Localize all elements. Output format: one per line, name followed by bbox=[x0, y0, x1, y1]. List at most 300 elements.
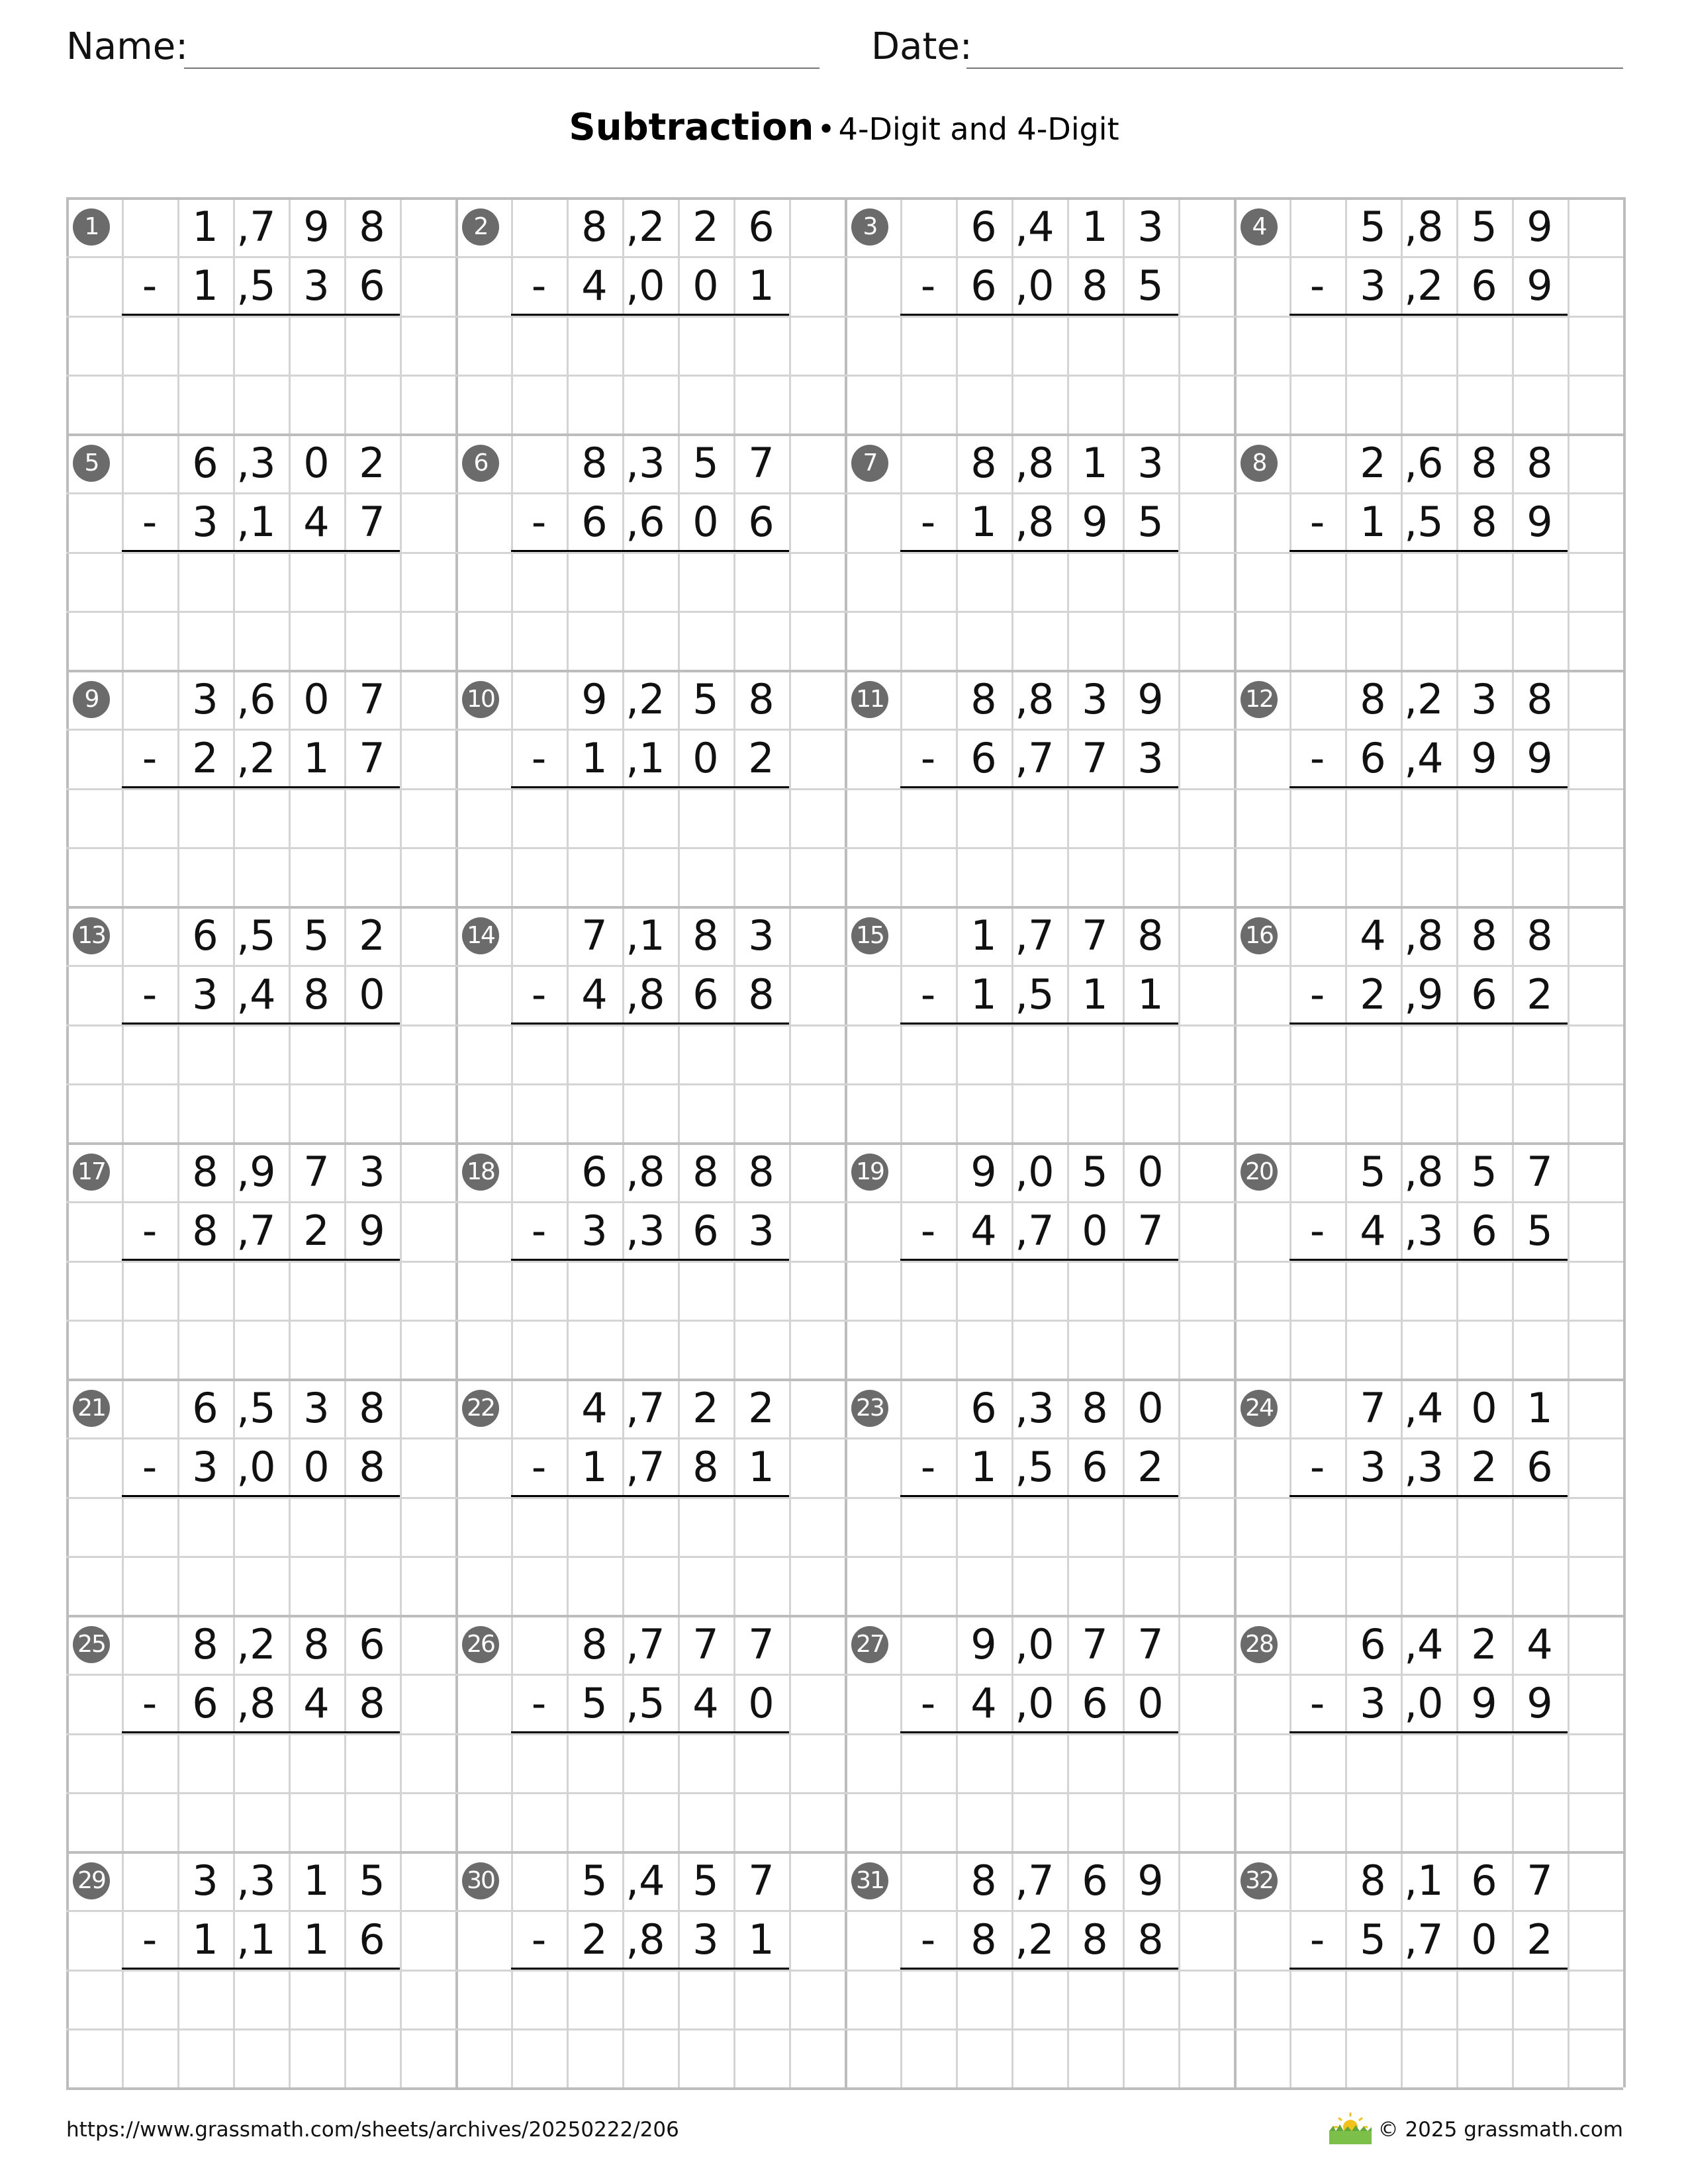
digit: 3 bbox=[748, 911, 774, 960]
answer-area[interactable] bbox=[122, 1497, 400, 1615]
digit: 3 bbox=[1360, 261, 1386, 310]
problem-27 bbox=[845, 1615, 1234, 1851]
worksheet-grid bbox=[66, 197, 1623, 2087]
answer-area[interactable] bbox=[900, 1024, 1178, 1143]
minus-operator: - bbox=[531, 970, 547, 1019]
name-line[interactable] bbox=[184, 68, 820, 69]
answer-area[interactable] bbox=[1289, 788, 1568, 907]
digit: 3 bbox=[1137, 439, 1164, 487]
digit: 7 bbox=[1526, 1856, 1553, 1905]
answer-area[interactable] bbox=[511, 552, 789, 670]
digit: ,0 bbox=[626, 261, 665, 310]
digit: 0 bbox=[303, 439, 330, 487]
minus-operator: - bbox=[531, 734, 547, 783]
answer-area[interactable] bbox=[1289, 1497, 1568, 1615]
digit: 1 bbox=[192, 261, 218, 310]
digit: 4 bbox=[581, 261, 608, 310]
digit: 8 bbox=[359, 1443, 385, 1492]
digit: 8 bbox=[692, 1443, 719, 1492]
digit: 0 bbox=[1137, 1384, 1164, 1432]
answer-area[interactable] bbox=[122, 552, 400, 670]
digit: ,5 bbox=[1404, 498, 1444, 547]
digit: ,2 bbox=[236, 734, 276, 783]
problem-9 bbox=[66, 670, 455, 906]
digit: ,7 bbox=[1015, 1206, 1055, 1255]
digit: 2 bbox=[748, 1384, 774, 1432]
problem-11 bbox=[845, 670, 1234, 906]
digit: 9 bbox=[1471, 734, 1497, 783]
problem-number-badge: 3 bbox=[851, 208, 888, 246]
digit: ,6 bbox=[626, 498, 665, 547]
digit: ,4 bbox=[236, 970, 276, 1019]
digit: ,5 bbox=[236, 911, 276, 960]
digit: 6 bbox=[692, 970, 719, 1019]
digit: 0 bbox=[1137, 1679, 1164, 1728]
digit: 8 bbox=[1471, 498, 1497, 547]
digit: ,0 bbox=[1015, 261, 1055, 310]
digit: 3 bbox=[192, 1856, 218, 1905]
digit: ,8 bbox=[1015, 498, 1055, 547]
digit: 2 bbox=[359, 439, 385, 487]
digit: 2 bbox=[1471, 1620, 1497, 1668]
digit: ,1 bbox=[236, 1915, 276, 1964]
answer-area[interactable] bbox=[1289, 552, 1568, 670]
problem-number-badge: 10 bbox=[462, 681, 499, 718]
answer-area[interactable] bbox=[511, 1497, 789, 1615]
digit: ,7 bbox=[626, 1443, 665, 1492]
problem-17 bbox=[66, 1142, 455, 1379]
problem-number-badge: 2 bbox=[462, 208, 499, 246]
digit: 8 bbox=[303, 970, 330, 1019]
problem-number-badge: 14 bbox=[462, 917, 499, 954]
digit: 8 bbox=[1360, 1856, 1386, 1905]
digit: 5 bbox=[1471, 203, 1497, 251]
digit: 7 bbox=[1137, 1206, 1164, 1255]
minus-operator: - bbox=[142, 261, 158, 310]
digit: 6 bbox=[1082, 1443, 1108, 1492]
grass-sun-logo-icon bbox=[1327, 2109, 1374, 2146]
digit: ,0 bbox=[236, 1443, 276, 1492]
digit: 6 bbox=[192, 911, 218, 960]
problem-number-badge: 1 bbox=[73, 208, 110, 246]
answer-area[interactable] bbox=[1289, 316, 1568, 434]
problem-number-badge: 23 bbox=[851, 1390, 888, 1427]
digit: 1 bbox=[748, 261, 774, 310]
problem-19 bbox=[845, 1142, 1234, 1379]
minus-operator: - bbox=[920, 1443, 936, 1492]
answer-area[interactable] bbox=[900, 1970, 1178, 2088]
answer-area[interactable] bbox=[900, 788, 1178, 907]
digit: 5 bbox=[359, 1856, 385, 1905]
problem-number-badge: 13 bbox=[73, 917, 110, 954]
digit: 8 bbox=[748, 675, 774, 723]
minus-operator: - bbox=[142, 1206, 158, 1255]
digit: 5 bbox=[1526, 1206, 1553, 1255]
digit: 3 bbox=[303, 1384, 330, 1432]
digit: 7 bbox=[359, 734, 385, 783]
digit: 9 bbox=[1471, 1679, 1497, 1728]
problem-5 bbox=[66, 433, 455, 670]
answer-area[interactable] bbox=[1289, 1733, 1568, 1852]
digit: ,3 bbox=[626, 439, 665, 487]
digit: 8 bbox=[581, 439, 608, 487]
answer-area[interactable] bbox=[1289, 1970, 1568, 2088]
digit: 6 bbox=[359, 261, 385, 310]
digit: 4 bbox=[692, 1679, 719, 1728]
digit: 1 bbox=[303, 734, 330, 783]
answer-area[interactable] bbox=[122, 1970, 400, 2088]
digit: 2 bbox=[1471, 1443, 1497, 1492]
answer-area[interactable] bbox=[122, 316, 400, 434]
digit: ,8 bbox=[236, 1679, 276, 1728]
digit: 8 bbox=[1137, 1915, 1164, 1964]
minus-operator: - bbox=[1309, 261, 1325, 310]
answer-area[interactable] bbox=[900, 552, 1178, 670]
digit: 5 bbox=[1360, 1148, 1386, 1196]
problem-number-badge: 20 bbox=[1241, 1154, 1278, 1191]
digit: 1 bbox=[748, 1443, 774, 1492]
problem-number-badge: 16 bbox=[1241, 917, 1278, 954]
digit: ,3 bbox=[626, 1206, 665, 1255]
digit: 1 bbox=[192, 1915, 218, 1964]
digit: 5 bbox=[303, 911, 330, 960]
digit: 3 bbox=[692, 1915, 719, 1964]
title-main: Subtraction bbox=[569, 106, 814, 149]
problem-10 bbox=[455, 670, 845, 906]
digit: 9 bbox=[1137, 1856, 1164, 1905]
digit: 1 bbox=[970, 1443, 997, 1492]
problem-16 bbox=[1234, 906, 1623, 1142]
digit: 2 bbox=[303, 1206, 330, 1255]
problem-8 bbox=[1234, 433, 1623, 670]
digit: ,8 bbox=[626, 970, 665, 1019]
answer-area[interactable] bbox=[900, 316, 1178, 434]
digit: 9 bbox=[1082, 498, 1108, 547]
digit: 1 bbox=[303, 1856, 330, 1905]
digit: 8 bbox=[970, 675, 997, 723]
digit: ,4 bbox=[1015, 203, 1055, 251]
problem-15 bbox=[845, 906, 1234, 1142]
digit: 0 bbox=[1137, 1148, 1164, 1196]
digit: 3 bbox=[1471, 675, 1497, 723]
problem-14 bbox=[455, 906, 845, 1142]
digit: ,0 bbox=[1015, 1148, 1055, 1196]
problem-number-badge: 5 bbox=[73, 445, 110, 482]
digit: 8 bbox=[1082, 1915, 1108, 1964]
answer-area[interactable] bbox=[122, 1733, 400, 1852]
digit: 8 bbox=[1526, 675, 1553, 723]
problem-26 bbox=[455, 1615, 845, 1851]
digit: 6 bbox=[1360, 734, 1386, 783]
digit: 6 bbox=[970, 734, 997, 783]
digit: 8 bbox=[581, 203, 608, 251]
digit: 6 bbox=[1471, 1206, 1497, 1255]
digit: 3 bbox=[1137, 203, 1164, 251]
digit: 2 bbox=[1360, 970, 1386, 1019]
digit: 3 bbox=[748, 1206, 774, 1255]
digit: 2 bbox=[692, 1384, 719, 1432]
digit: ,5 bbox=[1015, 1443, 1055, 1492]
answer-area[interactable] bbox=[122, 1261, 400, 1379]
footer-copyright: © 2025 grassmath.com bbox=[1378, 2118, 1623, 2142]
digit: 2 bbox=[692, 203, 719, 251]
digit: ,5 bbox=[236, 1384, 276, 1432]
digit: 2 bbox=[581, 1915, 608, 1964]
digit: 7 bbox=[1526, 1148, 1553, 1196]
problem-20 bbox=[1234, 1142, 1623, 1379]
digit: 3 bbox=[303, 261, 330, 310]
digit: 8 bbox=[970, 439, 997, 487]
digit: 2 bbox=[1360, 439, 1386, 487]
digit: ,2 bbox=[1404, 261, 1444, 310]
digit: 3 bbox=[581, 1206, 608, 1255]
digit: 7 bbox=[1137, 1620, 1164, 1668]
date-line[interactable] bbox=[966, 68, 1623, 69]
minus-operator: - bbox=[531, 1206, 547, 1255]
digit: 9 bbox=[303, 203, 330, 251]
digit: ,7 bbox=[1404, 1915, 1444, 1964]
answer-area[interactable] bbox=[900, 1733, 1178, 1852]
digit: ,2 bbox=[1015, 1915, 1055, 1964]
problem-13 bbox=[66, 906, 455, 1142]
digit: 4 bbox=[1360, 1206, 1386, 1255]
problem-number-badge: 31 bbox=[851, 1862, 888, 1899]
answer-area[interactable] bbox=[1289, 1024, 1568, 1143]
answer-area[interactable] bbox=[900, 1497, 1178, 1615]
problem-number-badge: 17 bbox=[73, 1154, 110, 1191]
digit: ,4 bbox=[1404, 1384, 1444, 1432]
digit: ,5 bbox=[1015, 970, 1055, 1019]
digit: 6 bbox=[748, 498, 774, 547]
digit: 3 bbox=[1137, 734, 1164, 783]
digit: ,7 bbox=[236, 203, 276, 251]
digit: 7 bbox=[303, 1148, 330, 1196]
digit: 0 bbox=[359, 970, 385, 1019]
digit: 1 bbox=[1082, 203, 1108, 251]
digit: 8 bbox=[192, 1148, 218, 1196]
digit: ,6 bbox=[1404, 439, 1444, 487]
digit: 6 bbox=[192, 1679, 218, 1728]
digit: 8 bbox=[1471, 911, 1497, 960]
answer-area[interactable] bbox=[122, 1024, 400, 1143]
digit: 2 bbox=[1526, 970, 1553, 1019]
digit: 8 bbox=[359, 203, 385, 251]
minus-operator: - bbox=[1309, 1679, 1325, 1728]
digit: 7 bbox=[748, 1856, 774, 1905]
digit: ,9 bbox=[236, 1148, 276, 1196]
digit: ,0 bbox=[1404, 1679, 1444, 1728]
date-label: Date: bbox=[871, 25, 972, 68]
digit: 8 bbox=[1471, 439, 1497, 487]
digit: 6 bbox=[1082, 1856, 1108, 1905]
digit: ,0 bbox=[1015, 1679, 1055, 1728]
problem-31 bbox=[845, 1851, 1234, 2087]
problem-number-badge: 27 bbox=[851, 1626, 888, 1663]
digit: ,7 bbox=[1015, 1856, 1055, 1905]
digit: 7 bbox=[581, 911, 608, 960]
digit: 8 bbox=[192, 1206, 218, 1255]
digit: 6 bbox=[1360, 1620, 1386, 1668]
digit: 1 bbox=[970, 911, 997, 960]
problem-number-badge: 19 bbox=[851, 1154, 888, 1191]
digit: ,4 bbox=[626, 1856, 665, 1905]
answer-area[interactable] bbox=[1289, 1261, 1568, 1379]
digit: 1 bbox=[1082, 970, 1108, 1019]
digit: ,4 bbox=[1404, 1620, 1444, 1668]
answer-area[interactable] bbox=[511, 316, 789, 434]
minus-operator: - bbox=[531, 1915, 547, 1964]
digit: 8 bbox=[1360, 675, 1386, 723]
answer-area[interactable] bbox=[900, 1261, 1178, 1379]
digit: 4 bbox=[970, 1679, 997, 1728]
digit: 8 bbox=[1526, 439, 1553, 487]
page-title bbox=[0, 106, 1688, 149]
digit: 0 bbox=[692, 498, 719, 547]
problem-18 bbox=[455, 1142, 845, 1379]
minus-operator: - bbox=[1309, 1915, 1325, 1964]
digit: 8 bbox=[970, 1915, 997, 1964]
digit: 5 bbox=[692, 1856, 719, 1905]
digit: 7 bbox=[692, 1620, 719, 1668]
digit: ,1 bbox=[626, 911, 665, 960]
digit: 6 bbox=[1082, 1679, 1108, 1728]
digit: ,8 bbox=[1404, 911, 1444, 960]
digit: 1 bbox=[970, 970, 997, 1019]
digit: 5 bbox=[581, 1856, 608, 1905]
digit: 9 bbox=[1526, 1679, 1553, 1728]
name-label: Name: bbox=[66, 25, 189, 68]
digit: 8 bbox=[359, 1384, 385, 1432]
digit: 6 bbox=[970, 261, 997, 310]
problem-number-badge: 6 bbox=[462, 445, 499, 482]
digit: 1 bbox=[303, 1915, 330, 1964]
problem-29 bbox=[66, 1851, 455, 2087]
digit: 0 bbox=[692, 261, 719, 310]
digit: 0 bbox=[1082, 1206, 1108, 1255]
digit: ,8 bbox=[1404, 1148, 1444, 1196]
problem-number-badge: 15 bbox=[851, 917, 888, 954]
problem-number-badge: 24 bbox=[1241, 1390, 1278, 1427]
digit: 9 bbox=[970, 1148, 997, 1196]
minus-operator: - bbox=[920, 1679, 936, 1728]
answer-area[interactable] bbox=[122, 788, 400, 907]
minus-operator: - bbox=[142, 1679, 158, 1728]
problem-number-badge: 22 bbox=[462, 1390, 499, 1427]
problem-1 bbox=[66, 197, 455, 433]
digit: 5 bbox=[1360, 1915, 1386, 1964]
problem-number-badge: 4 bbox=[1241, 208, 1278, 246]
digit: 8 bbox=[692, 1148, 719, 1196]
digit: ,2 bbox=[1404, 675, 1444, 723]
digit: 2 bbox=[748, 734, 774, 783]
problem-number-badge: 11 bbox=[851, 681, 888, 718]
digit: 9 bbox=[970, 1620, 997, 1668]
digit: ,7 bbox=[236, 1206, 276, 1255]
digit: 4 bbox=[581, 970, 608, 1019]
digit: ,5 bbox=[236, 261, 276, 310]
minus-operator: - bbox=[920, 1915, 936, 1964]
digit: ,3 bbox=[236, 439, 276, 487]
digit: ,3 bbox=[1404, 1206, 1444, 1255]
digit: 6 bbox=[581, 498, 608, 547]
digit: ,3 bbox=[236, 1856, 276, 1905]
problem-number-badge: 9 bbox=[73, 681, 110, 718]
digit: 9 bbox=[1137, 675, 1164, 723]
answer-area[interactable] bbox=[511, 1970, 789, 2088]
digit: 8 bbox=[1082, 1384, 1108, 1432]
minus-operator: - bbox=[1309, 734, 1325, 783]
digit: 4 bbox=[1526, 1620, 1553, 1668]
problem-12 bbox=[1234, 670, 1623, 906]
digit: 0 bbox=[303, 675, 330, 723]
problem-number-badge: 29 bbox=[73, 1862, 110, 1899]
digit: ,2 bbox=[236, 1620, 276, 1668]
digit: 5 bbox=[1360, 203, 1386, 251]
digit: ,2 bbox=[626, 203, 665, 251]
digit: ,7 bbox=[626, 1620, 665, 1668]
digit: 5 bbox=[1137, 498, 1164, 547]
problem-23 bbox=[845, 1379, 1234, 1615]
answer-area[interactable] bbox=[511, 1024, 789, 1143]
footer-url[interactable]: https://www.grassmath.com/sheets/archives/20250222/206 bbox=[66, 2118, 679, 2142]
digit: 8 bbox=[692, 911, 719, 960]
digit: 9 bbox=[1526, 261, 1553, 310]
digit: 6 bbox=[970, 1384, 997, 1432]
digit: ,9 bbox=[1404, 970, 1444, 1019]
minus-operator: - bbox=[142, 970, 158, 1019]
problem-6 bbox=[455, 433, 845, 670]
problem-7 bbox=[845, 433, 1234, 670]
digit: 7 bbox=[1360, 1384, 1386, 1432]
digit: 5 bbox=[692, 675, 719, 723]
digit: ,2 bbox=[626, 675, 665, 723]
digit: 3 bbox=[192, 970, 218, 1019]
problem-2 bbox=[455, 197, 845, 433]
digit: 0 bbox=[303, 1443, 330, 1492]
digit: 6 bbox=[581, 1148, 608, 1196]
digit: 8 bbox=[1526, 911, 1553, 960]
digit: 7 bbox=[748, 1620, 774, 1668]
digit: 5 bbox=[692, 439, 719, 487]
answer-area[interactable] bbox=[511, 788, 789, 907]
digit: 5 bbox=[1137, 261, 1164, 310]
answer-area[interactable] bbox=[511, 1261, 789, 1379]
minus-operator: - bbox=[531, 261, 547, 310]
digit: 3 bbox=[1082, 675, 1108, 723]
digit: 8 bbox=[581, 1620, 608, 1668]
digit: ,1 bbox=[626, 734, 665, 783]
digit: 8 bbox=[1137, 911, 1164, 960]
digit: 0 bbox=[1471, 1915, 1497, 1964]
digit: 6 bbox=[1471, 1856, 1497, 1905]
digit: 1 bbox=[1137, 970, 1164, 1019]
problem-28 bbox=[1234, 1615, 1623, 1851]
digit: ,3 bbox=[1404, 1443, 1444, 1492]
digit: 8 bbox=[748, 970, 774, 1019]
digit: 2 bbox=[1526, 1915, 1553, 1964]
minus-operator: - bbox=[920, 970, 936, 1019]
minus-operator: - bbox=[920, 498, 936, 547]
digit: 7 bbox=[1082, 734, 1108, 783]
minus-operator: - bbox=[1309, 1206, 1325, 1255]
digit: 3 bbox=[359, 1148, 385, 1196]
digit: 1 bbox=[1526, 1384, 1553, 1432]
digit: 3 bbox=[192, 675, 218, 723]
answer-area[interactable] bbox=[511, 1733, 789, 1852]
minus-operator: - bbox=[1309, 1443, 1325, 1492]
digit: 5 bbox=[1082, 1148, 1108, 1196]
digit: 6 bbox=[692, 1206, 719, 1255]
